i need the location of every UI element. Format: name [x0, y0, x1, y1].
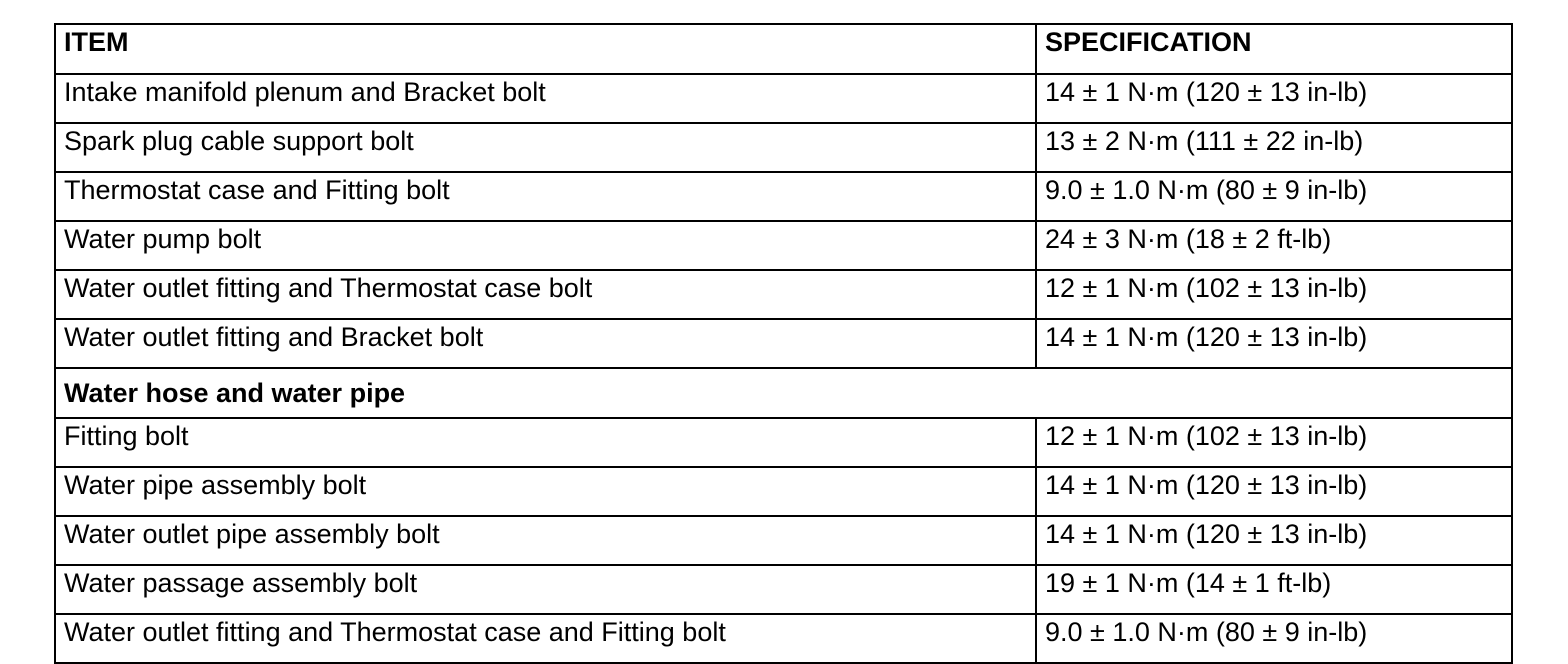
- table-row: [55, 74, 1512, 123]
- table-header-row: [55, 24, 1512, 74]
- table-row: [55, 270, 1512, 319]
- spec-cell: 14 ± 1 N·m (120 ± 13 in-lb): [1036, 516, 1512, 565]
- item-column-header: ITEM: [55, 24, 1036, 74]
- table-row: [55, 123, 1512, 172]
- item-cell: Water pump bolt: [55, 221, 1036, 270]
- spec-cell: 9.0 ± 1.0 N·m (80 ± 9 in-lb): [1036, 614, 1512, 663]
- item-cell: Thermostat case and Fitting bolt: [55, 172, 1036, 221]
- spec-cell: 14 ± 1 N·m (120 ± 13 in-lb): [1036, 467, 1512, 516]
- table-row: [55, 319, 1512, 368]
- table-row: [55, 565, 1512, 614]
- table-row: [55, 418, 1512, 467]
- item-cell: Water passage assembly bolt: [55, 565, 1036, 614]
- spec-cell: 13 ± 2 N·m (111 ± 22 in-lb): [1036, 123, 1512, 172]
- item-cell: Spark plug cable support bolt: [55, 123, 1036, 172]
- spec-cell: 9.0 ± 1.0 N·m (80 ± 9 in-lb): [1036, 172, 1512, 221]
- item-cell: Water pipe assembly bolt: [55, 467, 1036, 516]
- item-cell: Water outlet pipe assembly bolt: [55, 516, 1036, 565]
- table-row: [55, 467, 1512, 516]
- table-row: [55, 614, 1512, 663]
- item-cell: Water outlet fitting and Bracket bolt: [55, 319, 1036, 368]
- spec-cell: 24 ± 3 N·m (18 ± 2 ft-lb): [1036, 221, 1512, 270]
- item-cell: Water outlet fitting and Thermostat case bolt: [55, 270, 1036, 319]
- item-cell: Intake manifold plenum and Bracket bolt: [55, 74, 1036, 123]
- specification-column-header: SPECIFICATION: [1036, 24, 1512, 74]
- specification-table: [54, 23, 1513, 664]
- spec-cell: 19 ± 1 N·m (14 ± 1 ft-lb): [1036, 565, 1512, 614]
- spec-cell: 12 ± 1 N·m (102 ± 13 in-lb): [1036, 418, 1512, 467]
- table-row: [55, 172, 1512, 221]
- spec-cell: 12 ± 1 N·m (102 ± 13 in-lb): [1036, 270, 1512, 319]
- spec-cell: 14 ± 1 N·m (120 ± 13 in-lb): [1036, 319, 1512, 368]
- item-cell: Water outlet fitting and Thermostat case and Fitting bolt: [55, 614, 1036, 663]
- table-row: [55, 221, 1512, 270]
- item-cell: Fitting bolt: [55, 418, 1036, 467]
- section-title: Water hose and water pipe: [55, 368, 1512, 418]
- table-row: [55, 516, 1512, 565]
- spec-cell: 14 ± 1 N·m (120 ± 13 in-lb): [1036, 74, 1512, 123]
- section-header-row: [55, 368, 1512, 418]
